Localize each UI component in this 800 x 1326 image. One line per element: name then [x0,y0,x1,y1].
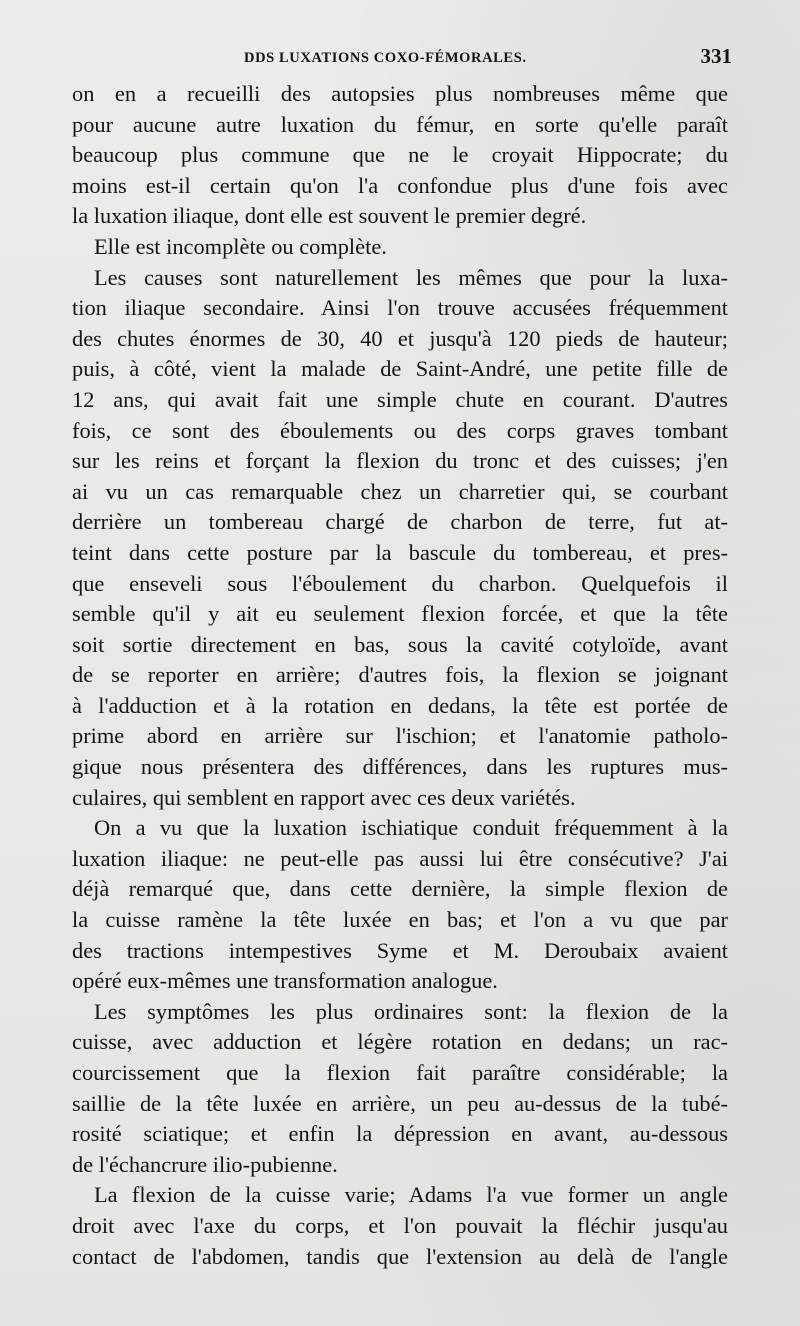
text-line: de l'échancrure ilio-pubienne. [72,1151,338,1177]
text-line: des tractions intempestives Syme et M. Deroubaix avaient [72,937,728,963]
text-line: gique nous présentera des différences, dans les ruptures mus- [72,754,728,780]
text-line: Les symptômes les plus ordinaires sont: la flexion de la [94,998,728,1024]
text-line: 12 ans, qui avait fait une simple chute en courant. D'autres [72,386,728,412]
text-line: Les causes sont naturellement les mêmes que pour la luxa- [94,264,728,290]
text-line: prime abord en arrière sur l'ischion; et l'anatomie patholo- [72,723,728,749]
text-line: des chutes énormes de 30, 40 et jusqu'à 120 pieds de hauteur; [72,325,728,351]
text-line: soit sortie directement en bas, sous la cavité cotyloïde, avant [72,631,728,657]
text-line: semble qu'il y ait eu seulement flexion forcée, et que la tête [72,601,728,627]
text-line: derrière un tombereau chargé de charbon de terre, fut at- [72,509,728,535]
text-line: de se reporter en arrière; d'autres fois, la flexion se joignant [72,662,728,688]
text-line: tion iliaque secondaire. Ainsi l'on trouve accusées fréquemment [72,295,728,321]
text-line: à l'adduction et à la rotation en dedans, la tête est portée de [72,692,728,718]
text-line: fois, ce sont des éboulements ou des corps graves tombant [72,417,728,443]
text-line: Elle est incomplète ou complète. [94,233,387,259]
text-line: saillie de la tête luxée en arrière, un peu au-dessus de la tubé- [72,1090,728,1116]
text-line: ai vu un cas remarquable chez un charretier qui, se courbant [72,478,728,504]
text-line: La flexion de la cuisse varie; Adams l'a vue former un angle [94,1182,728,1208]
text-line: moins est-il certain qu'on l'a confondue plus d'une fois avec [72,172,728,198]
running-title: DDS LUXATIONS COXO-FÉMORALES. [244,50,527,66]
text-line: pour aucune autre luxation du fémur, en sorte qu'elle paraît [72,111,728,137]
text-line: courcissement que la flexion fait paraître considérable; la [72,1060,728,1085]
text-line: déjà remarqué que, dans cette dernière, la simple flexion de [72,876,728,902]
text-line: On a vu que la luxation ischiatique conduit fréquemment à la [94,815,728,841]
text-line: cuisse, avec adduction et légère rotation en dedans; un rac- [72,1029,728,1055]
text-line: sur les reins et forçant la flexion du tronc et des cuisses; j'en [72,448,728,474]
body-text [72,79,728,1272]
text-line: la cuisse ramène la tête luxée en bas; et l'on a vu que par [72,907,728,933]
text-line: opéré eux-mêmes une transformation analogue. [72,968,498,994]
text-line: on en a recueilli des autopsies plus nombreuses même que [72,81,728,106]
text-line: culaires, qui semblent en rapport avec ces deux variétés. [72,784,576,810]
text-line: que enseveli sous l'éboulement du charbon. Quelquefois il [72,570,728,596]
text-line: la luxation iliaque, dont elle est souvent le premier degré. [72,203,587,229]
text-line: droit avec l'axe du corps, et l'on pouvait la fléchir jusqu'au [72,1212,728,1238]
text-line: contact de l'abdomen, tandis que l'extension au delà de l'angle [72,1243,728,1269]
text-line: teint dans cette posture par la bascule du tombereau, et pres- [72,539,728,565]
page-header [72,44,732,72]
text-line: luxation iliaque: ne peut-elle pas aussi lui être consécutive? J'ai [72,845,728,871]
text-line: beaucoup plus commune que ne le croyait Hippocrate; du [72,142,728,168]
text-line: rosité sciatique; et enfin la dépression en avant, au-dessous [72,1121,728,1147]
page-number: 331 [700,44,732,68]
text-line: puis, à côté, vient la malade de Saint-André, une petite fille de [72,356,728,382]
